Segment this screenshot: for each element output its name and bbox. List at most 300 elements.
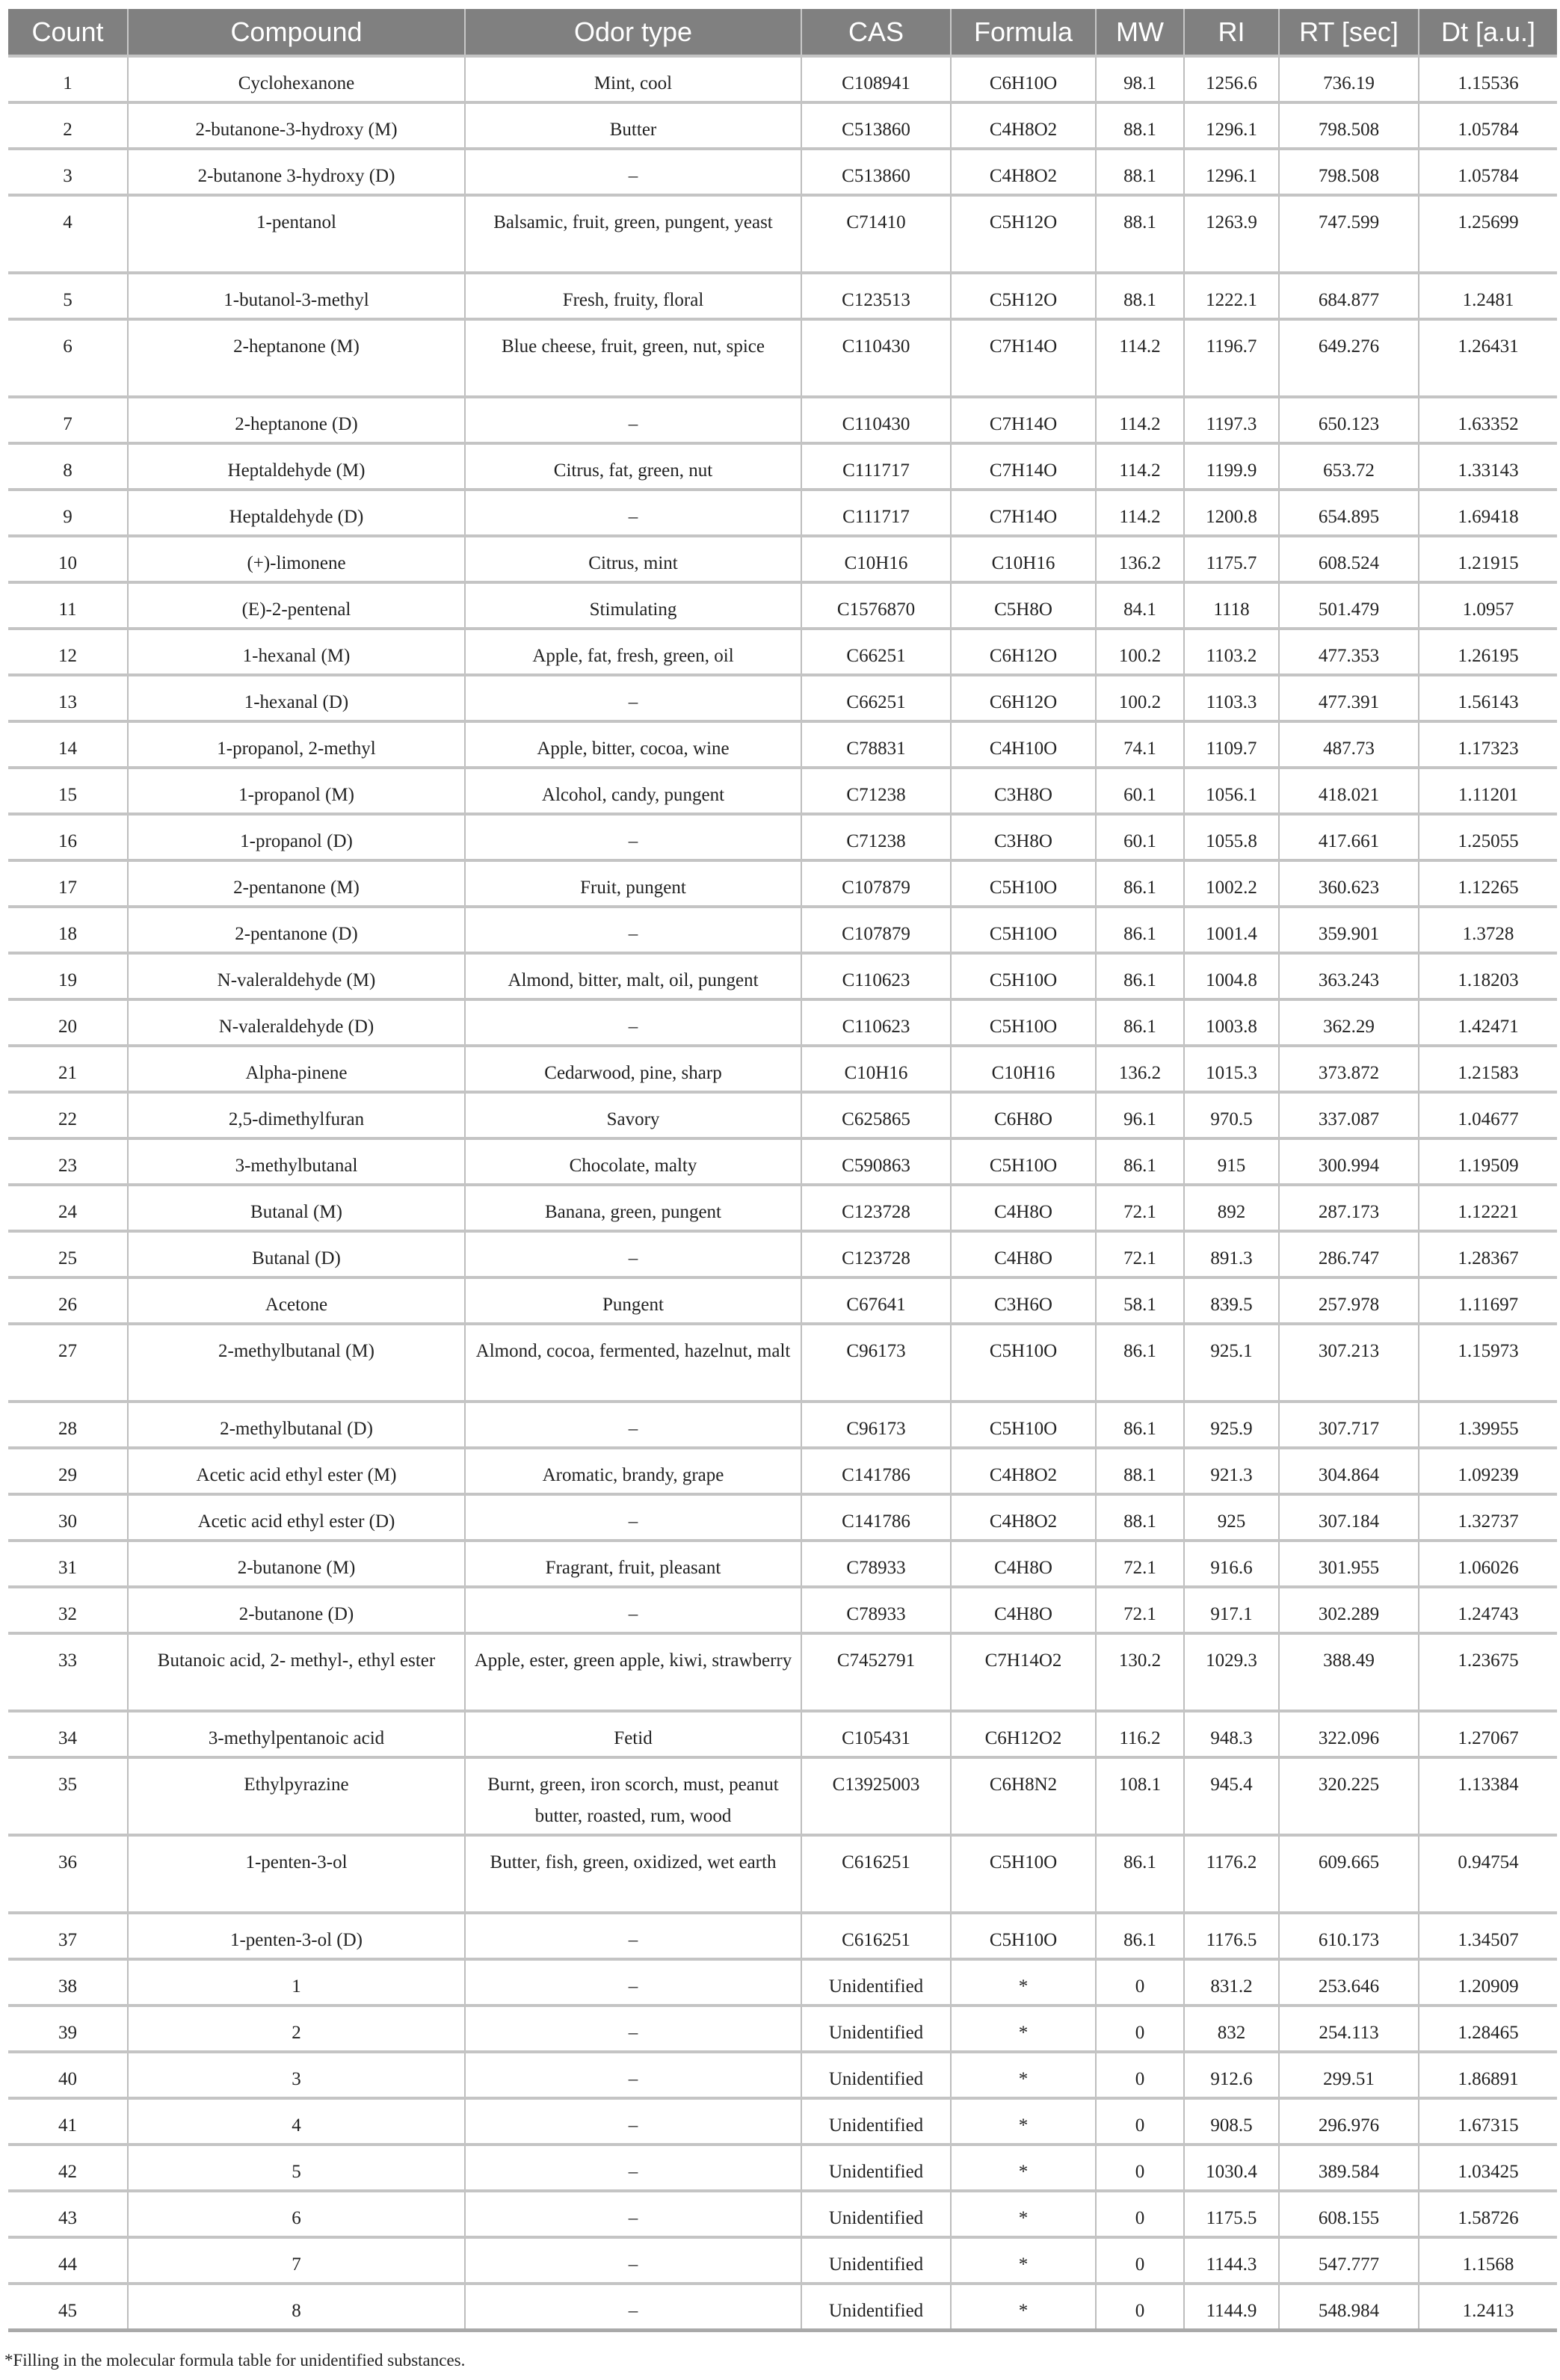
cell-cas: Unidentified: [801, 2237, 951, 2284]
cell-mw: 0: [1096, 2284, 1184, 2331]
cell-mw: 98.1: [1096, 56, 1184, 102]
cell-rt: 307.184: [1279, 1494, 1419, 1541]
cell-dt: 1.06026: [1419, 1541, 1557, 1587]
cell-dt: 1.26195: [1419, 629, 1557, 675]
cell-cas: C110623: [801, 953, 951, 999]
cell-formula: C4H10O: [951, 721, 1096, 768]
cell-cas: C110623: [801, 999, 951, 1046]
cell-rt: 608.155: [1279, 2191, 1419, 2237]
cell-rt: 302.289: [1279, 1587, 1419, 1633]
cell-count: 39: [8, 2006, 128, 2052]
cell-ri: 912.6: [1184, 2052, 1279, 2098]
table-row: [8, 319, 1557, 397]
cell-count: 40: [8, 2052, 128, 2098]
cell-odor-type: –: [465, 907, 801, 953]
cell-dt: 1.63352: [1419, 397, 1557, 443]
cell-dt: 1.86891: [1419, 2052, 1557, 2098]
cell-compound: 2: [128, 2006, 465, 2052]
cell-ri: 925.1: [1184, 1324, 1279, 1402]
cell-rt: 477.353: [1279, 629, 1419, 675]
cell-cas: C123513: [801, 273, 951, 319]
cell-dt: 1.42471: [1419, 999, 1557, 1046]
cell-odor-type: Fetid: [465, 1711, 801, 1757]
cell-formula: *: [951, 2237, 1096, 2284]
cell-mw: 0: [1096, 1959, 1184, 2006]
cell-ri: 1176.2: [1184, 1835, 1279, 1913]
cell-mw: 0: [1096, 2098, 1184, 2145]
cell-ri: 1103.3: [1184, 675, 1279, 721]
cell-compound: 2-butanone (D): [128, 1587, 465, 1633]
cell-dt: 1.34507: [1419, 1913, 1557, 1959]
table-row: [8, 1185, 1557, 1231]
cell-mw: 88.1: [1096, 195, 1184, 273]
cell-ri: 925: [1184, 1494, 1279, 1541]
cell-rt: 653.72: [1279, 443, 1419, 490]
cell-mw: 74.1: [1096, 721, 1184, 768]
cell-ri: 831.2: [1184, 1959, 1279, 2006]
cell-compound: 3-methylbutanal: [128, 1138, 465, 1185]
cell-dt: 1.2413: [1419, 2284, 1557, 2331]
cell-formula: C5H10O: [951, 1402, 1096, 1448]
table-row: [8, 1092, 1557, 1138]
cell-rt: 286.747: [1279, 1231, 1419, 1277]
cell-odor-type: –: [465, 2098, 801, 2145]
table-row: [8, 1046, 1557, 1092]
column-header-ri: RI: [1184, 9, 1279, 56]
cell-ri: 908.5: [1184, 2098, 1279, 2145]
table-row: [8, 56, 1557, 102]
table-row: [8, 1587, 1557, 1633]
cell-compound: 2-heptanone (D): [128, 397, 465, 443]
cell-rt: 548.984: [1279, 2284, 1419, 2331]
cell-mw: 100.2: [1096, 675, 1184, 721]
cell-odor-type: Almond, cocoa, fermented, hazelnut, malt: [465, 1324, 801, 1402]
cell-odor-type: –: [465, 2237, 801, 2284]
cell-odor-type: Chocolate, malty: [465, 1138, 801, 1185]
cell-odor-type: Butter, fish, green, oxidized, wet earth: [465, 1835, 801, 1913]
cell-count: 21: [8, 1046, 128, 1092]
cell-count: 33: [8, 1633, 128, 1711]
cell-odor-type: Almond, bitter, malt, oil, pungent: [465, 953, 801, 999]
cell-rt: 307.717: [1279, 1402, 1419, 1448]
cell-ri: 1004.8: [1184, 953, 1279, 999]
cell-odor-type: Apple, bitter, cocoa, wine: [465, 721, 801, 768]
cell-cas: C78831: [801, 721, 951, 768]
cell-rt: 736.19: [1279, 56, 1419, 102]
cell-rt: 388.49: [1279, 1633, 1419, 1711]
cell-dt: 1.27067: [1419, 1711, 1557, 1757]
cell-count: 5: [8, 273, 128, 319]
cell-ri: 925.9: [1184, 1402, 1279, 1448]
cell-formula: C5H10O: [951, 907, 1096, 953]
cell-mw: 108.1: [1096, 1757, 1184, 1835]
table-row: [8, 2006, 1557, 2052]
cell-ri: 1109.7: [1184, 721, 1279, 768]
cell-count: 17: [8, 860, 128, 907]
cell-mw: 130.2: [1096, 1633, 1184, 1711]
cell-formula: *: [951, 2006, 1096, 2052]
cell-odor-type: –: [465, 1231, 801, 1277]
cell-rt: 609.665: [1279, 1835, 1419, 1913]
cell-formula: C6H8N2: [951, 1757, 1096, 1835]
cell-cas: C7452791: [801, 1633, 951, 1711]
cell-rt: 300.994: [1279, 1138, 1419, 1185]
cell-mw: 0: [1096, 2052, 1184, 2098]
cell-dt: 1.20909: [1419, 1959, 1557, 2006]
table-row: [8, 536, 1557, 582]
cell-count: 15: [8, 768, 128, 814]
cell-cas: C71238: [801, 768, 951, 814]
cell-cas: C616251: [801, 1913, 951, 1959]
cell-formula: C4H8O2: [951, 1494, 1096, 1541]
table-row: [8, 2098, 1557, 2145]
cell-dt: 1.12265: [1419, 860, 1557, 907]
cell-cas: C110430: [801, 319, 951, 397]
cell-cas: Unidentified: [801, 2284, 951, 2331]
cell-formula: C10H16: [951, 1046, 1096, 1092]
table-row: [8, 953, 1557, 999]
cell-compound: 1-pentanol: [128, 195, 465, 273]
cell-compound: Acetic acid ethyl ester (M): [128, 1448, 465, 1494]
cell-count: 3: [8, 149, 128, 195]
cell-ri: 948.3: [1184, 1711, 1279, 1757]
table-row: [8, 1402, 1557, 1448]
cell-dt: 1.33143: [1419, 443, 1557, 490]
cell-ri: 1144.3: [1184, 2237, 1279, 2284]
cell-mw: 86.1: [1096, 1913, 1184, 1959]
cell-formula: C5H10O: [951, 1913, 1096, 1959]
cell-formula: C6H8O: [951, 1092, 1096, 1138]
cell-compound: 1-penten-3-ol: [128, 1835, 465, 1913]
cell-ri: 1175.7: [1184, 536, 1279, 582]
cell-ri: 1197.3: [1184, 397, 1279, 443]
cell-count: 25: [8, 1231, 128, 1277]
cell-count: 13: [8, 675, 128, 721]
cell-cas: C10H16: [801, 536, 951, 582]
table-row: [8, 768, 1557, 814]
cell-ri: 1118: [1184, 582, 1279, 629]
cell-cas: C107879: [801, 907, 951, 953]
cell-mw: 72.1: [1096, 1231, 1184, 1277]
cell-dt: 1.09239: [1419, 1448, 1557, 1494]
cell-count: 20: [8, 999, 128, 1046]
cell-formula: C3H6O: [951, 1277, 1096, 1324]
cell-rt: 296.976: [1279, 2098, 1419, 2145]
cell-compound: Acetone: [128, 1277, 465, 1324]
cell-count: 30: [8, 1494, 128, 1541]
column-header-odor-type: Odor type: [465, 9, 801, 56]
cell-ri: 1030.4: [1184, 2145, 1279, 2191]
cell-compound: 6: [128, 2191, 465, 2237]
cell-compound: 1-propanol, 2-methyl: [128, 721, 465, 768]
cell-rt: 798.508: [1279, 102, 1419, 149]
cell-cas: C66251: [801, 629, 951, 675]
cell-cas: C107879: [801, 860, 951, 907]
cell-mw: 88.1: [1096, 273, 1184, 319]
cell-dt: 1.18203: [1419, 953, 1557, 999]
cell-cas: C13925003: [801, 1757, 951, 1835]
cell-cas: C96173: [801, 1324, 951, 1402]
cell-ri: 1296.1: [1184, 149, 1279, 195]
cell-ri: 1002.2: [1184, 860, 1279, 907]
cell-mw: 0: [1096, 2145, 1184, 2191]
cell-count: 29: [8, 1448, 128, 1494]
cell-compound: 2-butanone (M): [128, 1541, 465, 1587]
cell-formula: *: [951, 2191, 1096, 2237]
cell-cas: Unidentified: [801, 2052, 951, 2098]
cell-dt: 1.39955: [1419, 1402, 1557, 1448]
cell-compound: 3-methylpentanoic acid: [128, 1711, 465, 1757]
cell-dt: 1.56143: [1419, 675, 1557, 721]
cell-count: 42: [8, 2145, 128, 2191]
cell-count: 4: [8, 195, 128, 273]
cell-ri: 1176.5: [1184, 1913, 1279, 1959]
cell-count: 24: [8, 1185, 128, 1231]
cell-count: 12: [8, 629, 128, 675]
cell-dt: 1.67315: [1419, 2098, 1557, 2145]
table-row: [8, 1448, 1557, 1494]
cell-compound: 1-penten-3-ol (D): [128, 1913, 465, 1959]
cell-formula: C5H10O: [951, 1324, 1096, 1402]
cell-count: 34: [8, 1711, 128, 1757]
cell-cas: C67641: [801, 1277, 951, 1324]
cell-mw: 136.2: [1096, 536, 1184, 582]
table-row: [8, 195, 1557, 273]
cell-count: 11: [8, 582, 128, 629]
cell-mw: 86.1: [1096, 860, 1184, 907]
cell-mw: 60.1: [1096, 814, 1184, 860]
cell-odor-type: –: [465, 2284, 801, 2331]
cell-mw: 136.2: [1096, 1046, 1184, 1092]
cell-compound: Butanal (D): [128, 1231, 465, 1277]
table-row: [8, 1494, 1557, 1541]
cell-compound: 2-heptanone (M): [128, 319, 465, 397]
table-row: [8, 721, 1557, 768]
cell-ri: 1222.1: [1184, 273, 1279, 319]
cell-formula: C5H8O: [951, 582, 1096, 629]
cell-formula: C5H10O: [951, 860, 1096, 907]
cell-ri: 1199.9: [1184, 443, 1279, 490]
cell-dt: 1.69418: [1419, 490, 1557, 536]
column-header-count: Count: [8, 9, 128, 56]
cell-count: 6: [8, 319, 128, 397]
cell-ri: 1144.9: [1184, 2284, 1279, 2331]
cell-rt: 684.877: [1279, 273, 1419, 319]
cell-cas: C616251: [801, 1835, 951, 1913]
cell-dt: 1.15536: [1419, 56, 1557, 102]
cell-odor-type: –: [465, 1913, 801, 1959]
cell-mw: 86.1: [1096, 1835, 1184, 1913]
cell-cas: C513860: [801, 102, 951, 149]
cell-odor-type: –: [465, 814, 801, 860]
cell-odor-type: Fresh, fruity, floral: [465, 273, 801, 319]
cell-compound: (+)-limonene: [128, 536, 465, 582]
cell-dt: 1.21583: [1419, 1046, 1557, 1092]
cell-odor-type: Aromatic, brandy, grape: [465, 1448, 801, 1494]
table-row: [8, 675, 1557, 721]
table-row: [8, 1913, 1557, 1959]
cell-dt: 1.12221: [1419, 1185, 1557, 1231]
cell-mw: 86.1: [1096, 953, 1184, 999]
cell-mw: 116.2: [1096, 1711, 1184, 1757]
cell-mw: 88.1: [1096, 102, 1184, 149]
cell-odor-type: –: [465, 1587, 801, 1633]
cell-odor-type: –: [465, 1402, 801, 1448]
cell-count: 36: [8, 1835, 128, 1913]
cell-cas: C111717: [801, 443, 951, 490]
cell-cas: C108941: [801, 56, 951, 102]
cell-dt: 1.26431: [1419, 319, 1557, 397]
cell-rt: 373.872: [1279, 1046, 1419, 1092]
cell-count: 14: [8, 721, 128, 768]
cell-odor-type: –: [465, 2006, 801, 2052]
cell-odor-type: –: [465, 149, 801, 195]
cell-cas: C66251: [801, 675, 951, 721]
cell-odor-type: –: [465, 1494, 801, 1541]
cell-formula: *: [951, 2052, 1096, 2098]
cell-rt: 287.173: [1279, 1185, 1419, 1231]
cell-ri: 915: [1184, 1138, 1279, 1185]
cell-odor-type: –: [465, 675, 801, 721]
cell-count: 16: [8, 814, 128, 860]
cell-mw: 72.1: [1096, 1587, 1184, 1633]
table-row: [8, 1835, 1557, 1913]
cell-rt: 487.73: [1279, 721, 1419, 768]
compound-table: [8, 9, 1557, 2332]
cell-compound: (E)-2-pentenal: [128, 582, 465, 629]
cell-formula: C7H14O2: [951, 1633, 1096, 1711]
table-row: [8, 102, 1557, 149]
cell-formula: C4H8O2: [951, 149, 1096, 195]
cell-cas: C123728: [801, 1231, 951, 1277]
cell-dt: 1.28465: [1419, 2006, 1557, 2052]
cell-rt: 798.508: [1279, 149, 1419, 195]
cell-dt: 1.04677: [1419, 1092, 1557, 1138]
cell-cas: C123728: [801, 1185, 951, 1231]
table-row: [8, 1757, 1557, 1835]
cell-count: 7: [8, 397, 128, 443]
table-row: [8, 1541, 1557, 1587]
cell-formula: C5H10O: [951, 999, 1096, 1046]
cell-formula: C4H8O: [951, 1231, 1096, 1277]
table-row: [8, 273, 1557, 319]
cell-cas: C513860: [801, 149, 951, 195]
cell-mw: 60.1: [1096, 768, 1184, 814]
column-header-mw: MW: [1096, 9, 1184, 56]
cell-count: 41: [8, 2098, 128, 2145]
cell-rt: 362.29: [1279, 999, 1419, 1046]
table-row: [8, 582, 1557, 629]
cell-count: 22: [8, 1092, 128, 1138]
cell-compound: 2-methylbutanal (M): [128, 1324, 465, 1402]
cell-cas: C78933: [801, 1587, 951, 1633]
cell-ri: 1175.5: [1184, 2191, 1279, 2237]
cell-ri: 1103.2: [1184, 629, 1279, 675]
cell-formula: C5H10O: [951, 1835, 1096, 1913]
cell-compound: Cyclohexanone: [128, 56, 465, 102]
cell-dt: 1.05784: [1419, 102, 1557, 149]
cell-compound: Butanoic acid, 2- methyl-, ethyl ester: [128, 1633, 465, 1711]
cell-ri: 892: [1184, 1185, 1279, 1231]
cell-formula: C4H8O: [951, 1541, 1096, 1587]
cell-ri: 945.4: [1184, 1757, 1279, 1835]
cell-odor-type: Apple, ester, green apple, kiwi, strawberry: [465, 1633, 801, 1711]
table-row: [8, 397, 1557, 443]
column-header-dt: Dt [a.u.]: [1419, 9, 1557, 56]
cell-formula: C6H12O: [951, 675, 1096, 721]
cell-rt: 608.524: [1279, 536, 1419, 582]
cell-formula: C6H12O2: [951, 1711, 1096, 1757]
cell-compound: 5: [128, 2145, 465, 2191]
cell-cas: C111717: [801, 490, 951, 536]
column-header-compound: Compound: [128, 9, 465, 56]
cell-odor-type: Burnt, green, iron scorch, must, peanut butter, roasted, rum, wood: [465, 1757, 801, 1835]
cell-cas: Unidentified: [801, 1959, 951, 2006]
cell-rt: 747.599: [1279, 195, 1419, 273]
cell-formula: C7H14O: [951, 319, 1096, 397]
cell-count: 23: [8, 1138, 128, 1185]
table-row: [8, 1277, 1557, 1324]
cell-dt: 1.03425: [1419, 2145, 1557, 2191]
cell-dt: 1.15973: [1419, 1324, 1557, 1402]
cell-odor-type: Apple, fat, fresh, green, oil: [465, 629, 801, 675]
cell-mw: 86.1: [1096, 1402, 1184, 1448]
cell-rt: 363.243: [1279, 953, 1419, 999]
table-row: [8, 490, 1557, 536]
cell-count: 26: [8, 1277, 128, 1324]
cell-ri: 1263.9: [1184, 195, 1279, 273]
cell-count: 44: [8, 2237, 128, 2284]
cell-mw: 114.2: [1096, 397, 1184, 443]
cell-compound: Heptaldehyde (D): [128, 490, 465, 536]
cell-mw: 86.1: [1096, 999, 1184, 1046]
cell-odor-type: Fragrant, fruit, pleasant: [465, 1541, 801, 1587]
cell-compound: N-valeraldehyde (D): [128, 999, 465, 1046]
cell-mw: 114.2: [1096, 443, 1184, 490]
cell-dt: 0.94754: [1419, 1835, 1557, 1913]
cell-count: 32: [8, 1587, 128, 1633]
cell-dt: 1.0957: [1419, 582, 1557, 629]
cell-mw: 58.1: [1096, 1277, 1184, 1324]
cell-mw: 88.1: [1096, 1494, 1184, 1541]
table-row: [8, 1633, 1557, 1711]
table-row: [8, 999, 1557, 1046]
cell-formula: C4H8O: [951, 1587, 1096, 1633]
cell-dt: 1.19509: [1419, 1138, 1557, 1185]
cell-count: 38: [8, 1959, 128, 2006]
cell-rt: 417.661: [1279, 814, 1419, 860]
cell-compound: 1-butanol-3-methyl: [128, 273, 465, 319]
cell-dt: 1.23675: [1419, 1633, 1557, 1711]
cell-cas: Unidentified: [801, 2098, 951, 2145]
cell-ri: 1029.3: [1184, 1633, 1279, 1711]
cell-dt: 1.2481: [1419, 273, 1557, 319]
cell-rt: 257.978: [1279, 1277, 1419, 1324]
table-row: [8, 443, 1557, 490]
cell-dt: 1.21915: [1419, 536, 1557, 582]
cell-ri: 916.6: [1184, 1541, 1279, 1587]
cell-odor-type: Savory: [465, 1092, 801, 1138]
cell-formula: C4H8O2: [951, 102, 1096, 149]
cell-ri: 970.5: [1184, 1092, 1279, 1138]
cell-cas: C110430: [801, 397, 951, 443]
cell-dt: 1.13384: [1419, 1757, 1557, 1835]
table-row: [8, 1959, 1557, 2006]
cell-dt: 1.3728: [1419, 907, 1557, 953]
cell-rt: 299.51: [1279, 2052, 1419, 2098]
table-row: [8, 629, 1557, 675]
cell-cas: Unidentified: [801, 2006, 951, 2052]
